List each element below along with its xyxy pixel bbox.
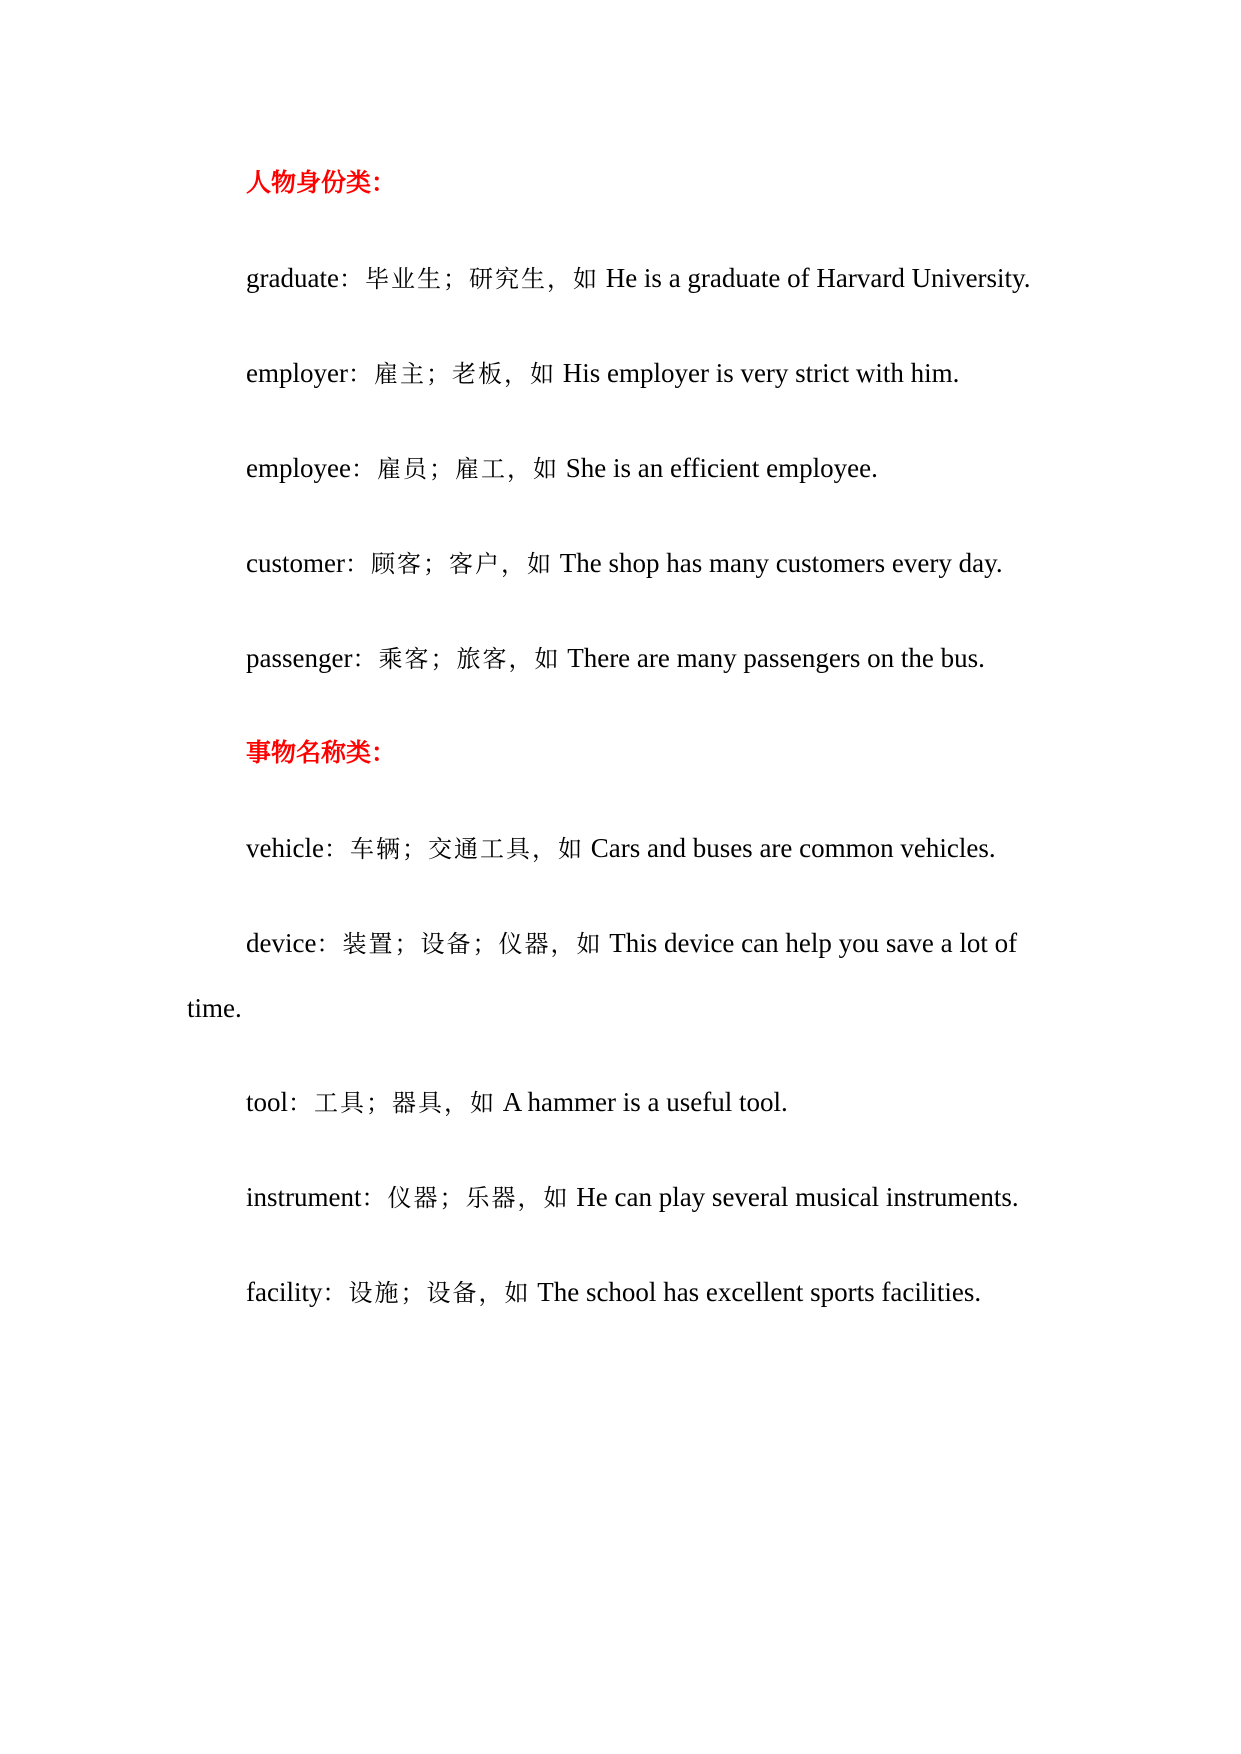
vocab-meaning: ：雇员；雇工，如 — [350, 455, 559, 483]
vocab-word: customer — [246, 548, 345, 578]
vocab-example: His employer is very strict with him. — [555, 358, 960, 388]
vocab-meaning: ：毕业生；研究生，如 — [338, 265, 599, 293]
vocab-entry-device — [187, 911, 1057, 1040]
vocab-entry-employer — [187, 341, 1057, 406]
section-heading-things: 事物名称类： — [246, 738, 397, 767]
vocab-example: Cars and buses are common vehicles. — [583, 833, 996, 863]
vocab-meaning: ：工具；器具，如 — [288, 1089, 497, 1117]
vocab-example: He can play several musical instruments. — [569, 1182, 1019, 1212]
vocab-entry-customer — [187, 531, 1057, 596]
vocab-meaning: ：装置；设备；仪器，如 — [316, 930, 603, 958]
vocab-entry-facility — [187, 1260, 1057, 1325]
vocab-meaning: ：顾客；客户，如 — [344, 550, 553, 578]
vocab-word: employee — [246, 453, 351, 483]
vocab-word: graduate — [246, 263, 339, 293]
vocab-entry-employee — [187, 436, 1057, 501]
vocab-example: He is a graduate of Harvard University. — [598, 263, 1031, 293]
vocab-entry-tool — [187, 1070, 1057, 1135]
vocab-entry-instrument — [187, 1165, 1057, 1230]
vocab-example: A hammer is a useful tool. — [496, 1087, 788, 1117]
vocab-meaning: ：雇主；老板，如 — [347, 360, 556, 388]
document-content — [187, 151, 1057, 1355]
section-heading-people: 人物身份类： — [246, 168, 397, 197]
vocab-entry-vehicle — [187, 816, 1057, 881]
vocab-example: The shop has many customers every day. — [552, 548, 1003, 578]
vocab-meaning: ：乘客；旅客，如 — [352, 645, 561, 673]
vocab-word: device — [246, 928, 317, 958]
vocab-word: facility — [246, 1277, 323, 1307]
vocab-meaning: ：设施；设备，如 — [322, 1279, 531, 1307]
vocab-meaning: ：仪器；乐器，如 — [361, 1184, 570, 1212]
vocab-entry-passenger — [187, 626, 1057, 691]
vocab-word: passenger — [246, 643, 353, 673]
vocab-example: She is an efficient employee. — [558, 453, 878, 483]
vocab-word: employer — [246, 358, 348, 388]
vocab-word: tool — [246, 1087, 289, 1117]
vocab-entry-graduate — [187, 246, 1057, 311]
vocab-example: There are many passengers on the bus. — [560, 643, 985, 673]
vocab-meaning: ：车辆；交通工具，如 — [323, 835, 584, 863]
vocab-word: vehicle — [246, 833, 324, 863]
vocab-example: This device can help you save a lot of time. — [187, 928, 1018, 1023]
vocab-word: instrument — [246, 1182, 362, 1212]
vocab-example: The school has excellent sports facilities. — [530, 1277, 982, 1307]
